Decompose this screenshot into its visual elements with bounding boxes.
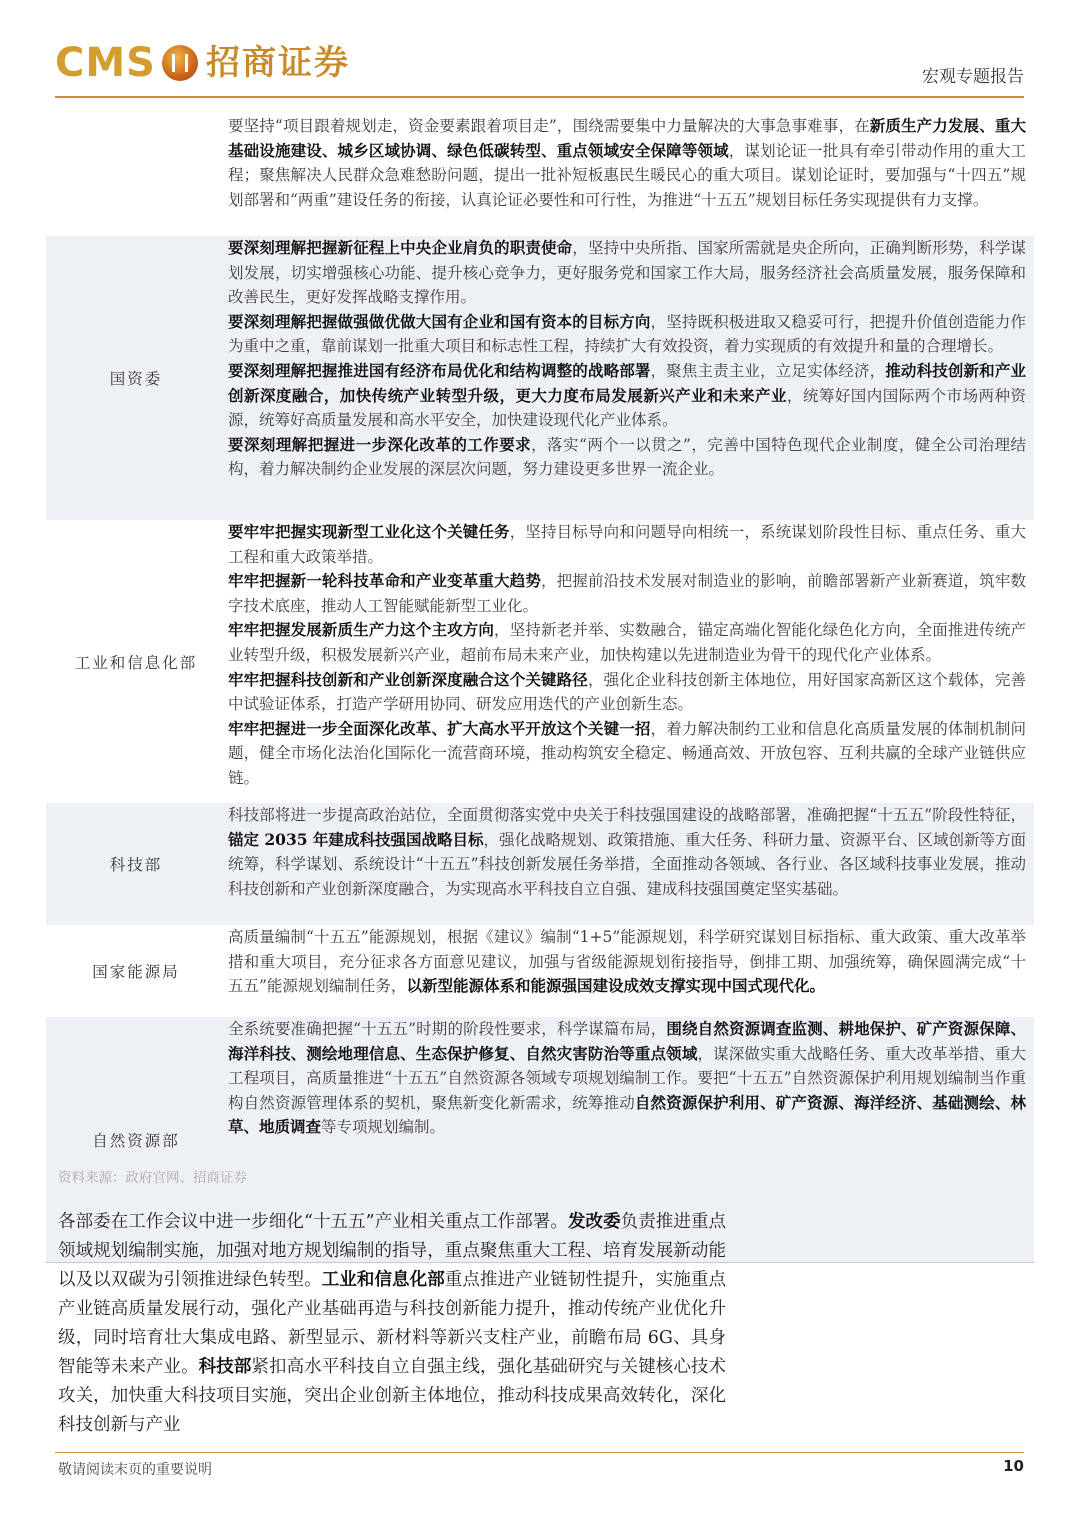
emphasis-text: 牢牢把握发展新质生产力这个主攻方向 <box>228 620 495 640</box>
plan-content-cell <box>226 114 1034 236</box>
text-run: 负责推进重点领域规划编制实施，加强对地方规划编制的指导，重点聚焦重大工程、培育发展新动能以及以双碳为引领推进绿色转型。 <box>58 1212 727 1290</box>
text-run: ，把握前沿技术发展对制造业的影响，前瞻部署新产业新赛道，筑牢数字技术底座，推动人工智能赋能新型工业化。 <box>228 572 1026 615</box>
plan-paragraph <box>228 803 1026 901</box>
text-run: 全系统要准确把握“十五五”时期的阶段性要求，科学谋篇布局， <box>228 1020 667 1038</box>
text-run: 要坚持“项目跟着规划走，资金要素跟着项目走”，围绕需要集中力量解决的大事急事难事，在 <box>228 117 870 135</box>
emphasis-text: 围绕自然资源调查监测、耕地保护、矿产资源保障、海洋科技、测绘地理信息、生态保护修复、自然灾害防治等重点领域 <box>228 1019 1026 1063</box>
plan-paragraph <box>228 668 1026 717</box>
text-run: ，统筹好国内国际两个市场两种资源，统筹好高质量发展和高水平安全，加快建设现代化产业体系。 <box>228 386 1026 430</box>
emphasis-text: 要深刻理解把握进一步深化改革的工作要求 <box>228 434 532 454</box>
emphasis-text: 牢牢把握新一轮科技革命和产业变革重大趋势 <box>228 571 541 591</box>
footer-disclaimer: 敬请阅读末页的重要说明 <box>58 1462 212 1478</box>
text-run: 等专项规划编制。 <box>321 1118 446 1137</box>
text-run: ，坚持目标导向和问题导向相统一，系统谋划阶段性目标、重点任务、重大工程和重大政策举措。 <box>228 523 1026 566</box>
table-row <box>46 114 1034 236</box>
emphasis-text: 推动科技创新和产业创新深度融合，加快传统产业转型升级，更大力度布局发展新兴产业和未来产业 <box>228 360 1026 405</box>
department-cell <box>46 114 226 236</box>
emphasis-text: 工业和信息化部 <box>321 1270 445 1290</box>
emphasis-text: 发改委 <box>567 1212 621 1232</box>
text-run: 紧扣高水平科技自立自强主线，强化基础研究与关键核心技术攻关，加快重大科技项目实施，突出企业创新主体地位，推动科技成果高效转化，深化科技创新与产业 <box>58 1357 727 1435</box>
logo-chinese-name: 招商证券 <box>205 43 350 83</box>
emphasis-text: 要深刻理解把握推进国有经济布局优化和结构调整的战略部署 <box>228 360 651 380</box>
text-run: 高质量编制“十五五”能源规划，根据《建议》编制“1+5”能源规划，科学研究谋划目标指标、重大政策、重大改革举措和重大项目，充分征求各方面意见建议，加强与省级能源规划衔接指导，倒排工期、加强统筹，确保圆满完成“十五五”能源规划编制任务， <box>228 928 1026 996</box>
page-header <box>0 0 1080 100</box>
department-cell: 自然资源部 <box>92 1131 180 1150</box>
emphasis-text: 要深刻理解把握新征程上中央企业肩负的职责使命 <box>228 238 573 257</box>
plan-paragraph <box>228 1017 1026 1140</box>
emphasis-text: 牢牢把握科技创新和产业创新深度融合这个关键路径 <box>228 669 588 689</box>
ministry-plans-table <box>46 114 1034 1263</box>
emphasis-text: 要深刻理解把握做强做优做大国有企业和国有资本的目标方向 <box>228 311 651 331</box>
plan-paragraph <box>228 569 1026 618</box>
text-run: ，坚持既积极进取又稳妥可行，把提升价值创造能力作为重中之重，靠前谋划一批重大项目和标志性工程，持续扩大有效投资，着力实现质的有效提升和量的合理增长。 <box>228 312 1026 356</box>
table-row <box>46 520 1034 803</box>
plan-paragraph <box>228 925 1026 999</box>
emphasis-text: 科技部 <box>198 1357 252 1377</box>
plan-paragraph <box>228 717 1026 791</box>
plan-paragraph <box>228 520 1026 569</box>
footer-divider <box>55 1452 1024 1453</box>
text-run: ，落实“两个一以贯之”，完善中国特色现代企业制度，健全公司治理结构，着力解决制约企业发展的深层次问题，努力建设更多世界一流企业。 <box>228 435 1026 479</box>
table-row <box>46 236 1034 520</box>
text-run: ，着力解决制约工业和信息化高质量发展的体制机制问题，健全市场化法治化国际化一流营商环境，推动构筑安全稳定、畅通高效、开放包容、互利共赢的全球产业链供应链。 <box>228 719 1026 787</box>
logo-seal-icon <box>162 45 198 81</box>
report-type: 宏观专题报告 <box>922 67 1024 87</box>
department-cell: 工业和信息化部 <box>74 653 198 672</box>
text-run: ，谋划论证一批具有牵引带动作用的重大工程；聚焦解决人民群众急难愁盼问题，提出一批补短板惠民生暖民心的重大项目。谋划论证时，要加强与“十四五”规划部署和“两重”建设任务的衔接，认真论证必要性和可行性，为推进“十五五”规划目标任务实现提供有力支撑。 <box>228 141 1026 209</box>
text-run: ，聚焦主责主业，立足实体经济， <box>650 361 886 380</box>
plan-paragraph <box>228 618 1026 667</box>
plan-content-cell <box>226 236 1034 520</box>
emphasis-text: 牢牢把握进一步全面深化改革、扩大高水平开放这个关键一招 <box>228 718 651 738</box>
text-run: ，谋深做实重大战略任务、重大改革举措、重大工程项目，高质量推进“十五五”自然资源各领域专项规划编制工作。要把“十五五”自然资源保护利用规划编制当作重构自然资源管理体系的契机，聚焦新变化新需求，统筹推动 <box>228 1044 1026 1112</box>
department-cell: 国家能源局 <box>92 963 180 981</box>
table-row <box>46 803 1034 925</box>
plan-content-cell <box>226 925 1034 1017</box>
department-cell: 科技部 <box>109 856 163 874</box>
emphasis-text: 自然资源保护利用、矿产资源、海洋经济、基础测绘、林草、地质调查 <box>228 1092 1026 1137</box>
plan-content-cell <box>226 520 1034 803</box>
text-run: 重点推进产业链韧性提升，实施重点产业链高质量发展行动，强化产业基础再造与科技创新能力提升，推动传统产业优化升级，同时培育壮大集成电路、新型显示、新材料等新兴支柱产业，前瞻布局 6G、具身智能等未来产业。 <box>58 1270 727 1377</box>
plan-paragraph <box>228 310 1026 359</box>
page-number: 10 <box>1003 1457 1024 1475</box>
emphasis-text: 要牢牢把握实现新型工业化这个关键任务 <box>228 522 510 541</box>
emphasis-text: 锚定 2035 年建成科技强国战略目标 <box>228 829 484 849</box>
table-row <box>46 925 1034 1017</box>
text-run: ，坚持新老并举、实数融合，锚定高端化智能化绿色化方向，全面推进传统产业转型升级，积极发展新兴产业，超前布局未来产业，加快构建以先进制造业为骨干的现代化产业体系。 <box>228 621 1026 664</box>
text-run: ，强化战略规划、政策措施、重大任务、科研力量、资源平台、区域创新等方面统筹，科学谋划、系统设计“十五五”科技创新发展任务举措，全面推动各领域、各行业、各区域科技事业发展，推动科技创新和产业创新深度融合，为实现高水平科技自立自强、建成科技强国奠定坚实基础。 <box>228 830 1026 898</box>
text-run: ，强化企业科技创新主体地位，用好国家高新区这个载体，完善中试验证体系，打造产学研用协同、研发应用迭代的产业创新生态。 <box>228 670 1026 714</box>
emphasis-text: 新质生产力发展、重大基础设施建设、城乡区域协调、绿色低碳转型、重点领域安全保障等领域 <box>228 116 1026 160</box>
header-divider <box>55 96 1024 98</box>
table-source: 资料来源：政府官网、招商证券 <box>58 1170 247 1186</box>
department-cell: 国资委 <box>109 370 163 388</box>
text-run: 科技部将进一步提高政治站位，全面贯彻落实党中央关于科技强国建设的战略部署，准确把握“十五五”阶段性特征， <box>228 806 1026 824</box>
company-logo <box>55 42 350 84</box>
plan-paragraph <box>228 114 1026 212</box>
text-run: 各部委在工作会议中进一步细化“十五五”产业相关重点工作部署。 <box>58 1212 568 1232</box>
plan-paragraph <box>228 236 1026 310</box>
body-paragraph <box>58 1208 726 1440</box>
plan-paragraph <box>228 359 1026 433</box>
text-run: ，坚持中央所指、国家所需就是央企所向，正确判断形势，科学谋划发展，切实增强核心功能、提升核心竞争力，更好服务党和国家工作大局，服务经济社会高质量发展，服务保障和改善民生，更好发挥战略支撑作用。 <box>228 239 1026 307</box>
plan-content-cell <box>226 803 1034 925</box>
plan-paragraph <box>228 433 1026 482</box>
logo-text: CMS <box>55 40 156 86</box>
emphasis-text: 以新型能源体系和能源强国建设成效支撑实现中国式现代化。 <box>406 976 825 996</box>
